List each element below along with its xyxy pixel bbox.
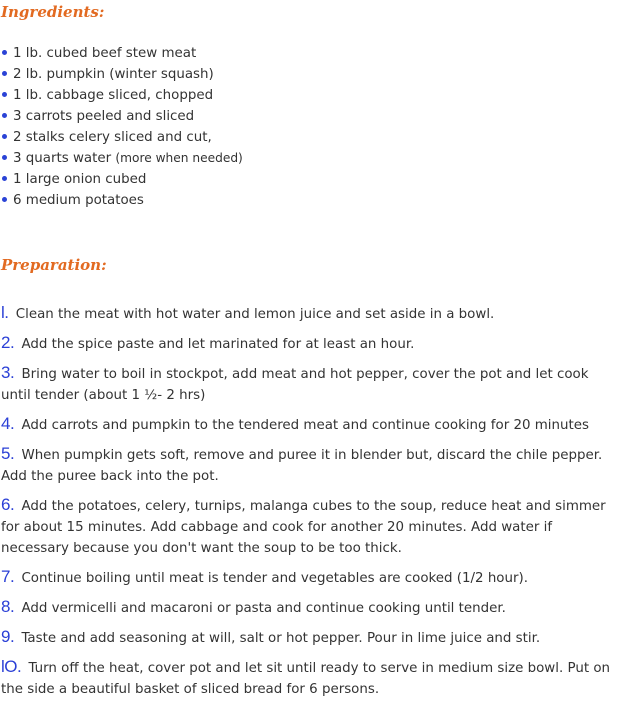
bullet-icon: [2, 113, 7, 118]
ingredients-list: [2, 43, 243, 211]
step-item: [1, 494, 615, 559]
bullet-icon: [2, 134, 7, 139]
step-number: l.: [1, 303, 9, 322]
list-item: [2, 85, 243, 106]
step-text: Add the spice paste and let marinated for at least an hour.: [21, 337, 415, 352]
list-item: [2, 43, 243, 64]
ingredient-note: (more when needed): [115, 151, 243, 165]
preparation-steps: [1, 302, 615, 707]
step-number: 5.: [1, 444, 15, 463]
step-item: [1, 302, 615, 325]
ingredient-text: 2 lb. pumpkin (winter squash): [13, 67, 214, 82]
step-text: Continue boiling until meat is tender and vegetables are cooked (1/2 hour).: [21, 571, 528, 586]
step-text: Bring water to boil in stockpot, add meat and hot pepper, cover the pot and let cook until tender (about 1 ½- 2 hrs): [1, 367, 589, 403]
step-number: 3.: [1, 363, 15, 382]
ingredient-text: 1 lb. cubed beef stew meat: [13, 46, 197, 61]
list-item: [2, 64, 243, 85]
bullet-icon: [2, 92, 7, 97]
list-item: [2, 190, 243, 211]
step-item: [1, 626, 615, 649]
ingredient-text: 1 lb. cabbage sliced, chopped: [13, 88, 214, 103]
step-item: [1, 596, 615, 619]
step-item: [1, 332, 615, 355]
ingredient-text: 3 carrots peeled and sliced: [13, 109, 195, 124]
ingredient-text: 2 stalks celery sliced and cut,: [13, 130, 212, 145]
list-item: [2, 148, 243, 169]
step-item: [1, 413, 615, 436]
bullet-icon: [2, 155, 7, 160]
step-text: Taste and add seasoning at will, salt or hot pepper. Pour in lime juice and stir.: [21, 631, 541, 646]
step-text: Add the potatoes, celery, turnips, malanga cubes to the soup, reduce heat and simmer for about 15 minutes. Add cabbage and cook for another 20 minutes. Add water if necessary because you don't want the soup to be too thick.: [1, 499, 606, 556]
ingredients-heading: Ingredients:: [1, 3, 105, 21]
step-number: 6.: [1, 495, 15, 514]
step-number: 7.: [1, 567, 15, 586]
step-text: When pumpkin gets soft, remove and puree it in blender but, discard the chile pepper. Add the puree back into the pot.: [1, 448, 603, 484]
step-item: [1, 443, 615, 487]
preparation-heading: Preparation:: [1, 256, 107, 274]
bullet-icon: [2, 176, 7, 181]
step-number: 4.: [1, 414, 15, 433]
bullet-icon: [2, 197, 7, 202]
step-text: Turn off the heat, cover pot and let sit until ready to serve in medium size bowl. Put on the side a beautiful basket of sliced bread for 6 persons.: [1, 661, 611, 697]
step-number: 8.: [1, 597, 15, 616]
step-number: lO.: [1, 657, 22, 676]
ingredient-text: 3 quarts water: [13, 151, 116, 166]
list-item: [2, 169, 243, 190]
step-item: [1, 362, 615, 406]
list-item: [2, 106, 243, 127]
step-number: 9.: [1, 627, 15, 646]
list-item: [2, 127, 243, 148]
step-text: Add carrots and pumpkin to the tendered meat and continue cooking for 20 minutes: [21, 418, 589, 433]
step-item: [1, 656, 615, 700]
step-text: Clean the meat with hot water and lemon juice and set aside in a bowl.: [15, 307, 495, 322]
ingredient-text: 6 medium potatoes: [13, 193, 144, 208]
bullet-icon: [2, 50, 7, 55]
step-text: Add vermicelli and macaroni or pasta and continue cooking until tender.: [21, 601, 506, 616]
bullet-icon: [2, 71, 7, 76]
step-item: [1, 566, 615, 589]
ingredient-text: 1 large onion cubed: [13, 172, 147, 187]
step-number: 2.: [1, 333, 15, 352]
